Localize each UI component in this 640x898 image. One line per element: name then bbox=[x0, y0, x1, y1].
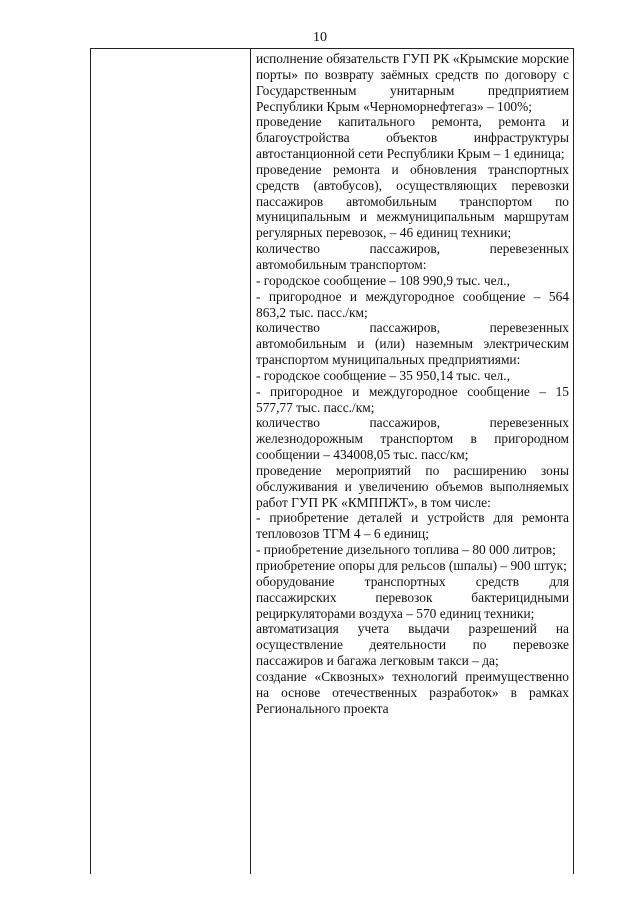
table-right-column bbox=[251, 49, 573, 874]
paragraph: - приобретение дизельного топлива – 80 000 литров; bbox=[256, 542, 556, 558]
paragraph: исполнение обязательств ГУП РК «Крымские морские порты» по возврату заёмных средств по договору с Государственным унитарным предприятием Республики Крым «Черноморнефтегаз» – 100%; bbox=[256, 51, 569, 114]
paragraph: - приобретение деталей и устройств для ремонта тепловозов ТГМ 4 – 6 единиц; bbox=[256, 510, 569, 542]
page-number: 10 bbox=[313, 30, 327, 45]
paragraph: проведение мероприятий по расширению зоны обслуживания и увеличению объемов выполняемых работ ГУП РК «КМППЖТ», в том числе: bbox=[256, 462, 569, 510]
table-left-column bbox=[91, 49, 251, 874]
paragraph: - городское сообщение – 108 990,9 тыс. чел., bbox=[256, 272, 510, 288]
paragraph: проведение ремонта и обновления транспортных средств (автобусов), осуществляющих перевозки пассажиров автомобильным транспортом по муниципальным и межмуниципальным маршрутам регулярных перевозок, – 46 единиц техники; bbox=[256, 161, 569, 241]
paragraph: количество пассажиров, перевезенных железнодорожным транспортом в пригородном сообщении – 434008,05 тыс. пасс/км; bbox=[256, 415, 569, 463]
paragraph: количество пассажиров, перевезенных автомобильным и (или) наземным электрическим транспортом муниципальных предприятиями: bbox=[256, 320, 569, 368]
paragraph: количество пассажиров, перевезенных автомобильным транспортом: bbox=[256, 241, 569, 272]
paragraph: оборудование транспортных средств для пассажирских перевозок бактерицидными рециркуляторами воздуха – 570 единиц техники; bbox=[256, 573, 569, 621]
paragraph: - пригородное и междугородное сообщение – 15 577,77 тыс. пасс./км; bbox=[256, 383, 569, 415]
paragraph: - пригородное и междугородное сообщение – 564 863,2 тыс. пасс./км; bbox=[256, 288, 569, 320]
document-table bbox=[90, 48, 574, 874]
paragraph: автоматизация учета выдачи разрешений на осуществление деятельности по перевозке пассажиров и багажа легковым такси – да; bbox=[256, 621, 569, 669]
paragraph: создание «Сквозных» технологий преимущественно на основе отечественных разработок» в рамках Регионального проекта bbox=[256, 668, 569, 716]
paragraph: - городское сообщение – 35 950,14 тыс. чел., bbox=[256, 367, 510, 383]
paragraph: приобретение опоры для рельсов (шпалы) – 900 штук; bbox=[256, 558, 567, 573]
paragraph: проведение капитального ремонта, ремонта и благоустройства объектов инфраструктуры автостанционной сети Республики Крым – 1 единица; bbox=[256, 114, 569, 162]
